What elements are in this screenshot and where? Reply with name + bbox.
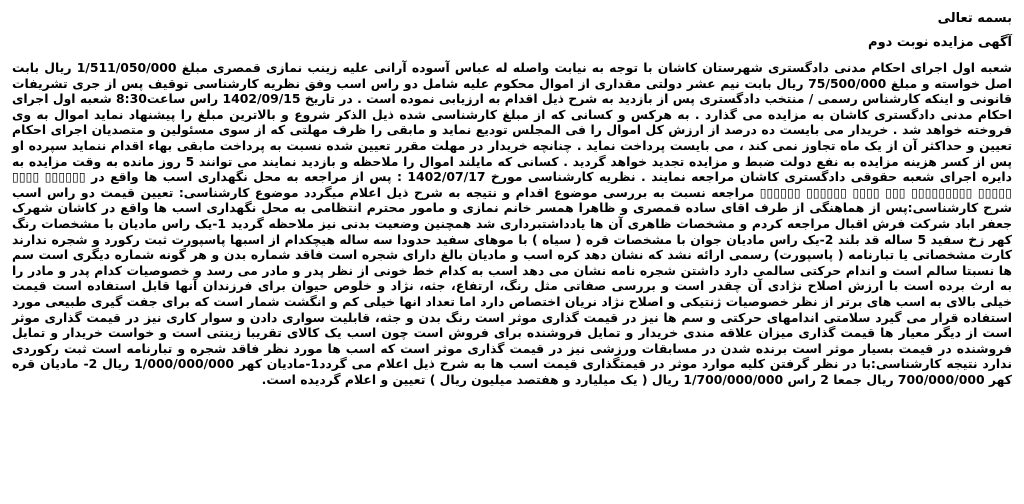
basmala-heading: بسمه تعالی xyxy=(937,11,1012,26)
notice-body-paragraph: شعبه اول اجرای احکام مدنی دادگستری شهرستان کاشان با توجه به نیابت واصله له عباس آسوده آرانی علیه زینب نمازی قمصری مبلغ 1/511/050/000 ریال بابت اصل خواسته و مبلغ 75/500/000 ریال بابت نیم عشر دولتی مقداری از اموال محکوم علیه شامل دو راس اسب وفق نظریه کارشناسی توقیف پس از جری تشریفات قانونی و اینکه کارشناس رسمی / منتخب دادگستری پس از بازدید به شرح ذیل اقدام به ارزیابی نموده است . در تاریخ 1402/09/15 راس ساعت8:30 شعبه اول اجرای احکام مدنی دادگستری کاشان به مزایده می گذارد . به هرکس و کسانی که از مبلغ کارشناسی شده ذیل الذکر شروع و بالاترین مبلغ را پیشنهاد نماید اموال به وی فروخته خواهد شد . خریدار می بایست ده درصد از ارزش کل اموال را فی المجلس تودیع نماید و مابقی را ظرف مهلتی که از سوی مسئولین و متصدیان اجرای احکام تعیین و حداکثر آن از یک ماه تجاوز نمی کند ، می بایست پرداخت نماید . چنانچه خریدار در مهلت مقرر تعیین شده نسبت به پرداخت مابقی بهاء اقدام ننماید سپرده او پس از کسر هزینه مزایده به نفع دولت ضبط و مزایده تجدید خواهد گردید . کسانی که مایلند اموال را ملاحظه و بازدید نمایند می توانند 5 روز مانده به وقت مزایده به دایره اجرای شعبه حقوقی دادگستری کاشان مراجعه نمایند . نظریه کارشناسی مورخ 1402/07/17 : پس از مراجعه به محل نگهداری اسب ها واقع در ▯▯▯▯▯▯ ▯▯▯▯ ▯▯▯▯▯ ▯▯▯▯▯▯▯▯▯ ▯▯▯ ▯▯▯▯ ▯▯▯▯▯▯ ▯▯▯▯▯▯ مراجعه نسبت به بررسی موضوع اقدام و نتیجه به شرح ذیل اعلام میگردد موضوع کارشناسی: تعیین قیمت دو راس اسب شرح کارشناسی:پس از هماهنگی از طرف اقای ساده قمصری و ظاهرا همسر خانم نمازی و مامور محترم انتظامی به محل نگهداری اسب ها واقع در کاشان شهرک جعفر اباد شرکت فرش اقبال مراجعه کردم و مشخصات ظاهری آن ها یادداشتبرداری شد همچنین وضعیت بدنی نیز ملاحظه گردید 1-یک راس مادیان با مشخصات رنگ کهر زخ سفید 5 ساله قد بلند 2-یک راس مادیان جوان با مشخصات قره ( سیاه ) با موهای سفید حدودا سه ساله هیچکدام از اسبها پاسپورت ثبت رکورد و شجره ندارند کارت مشخصاتی یا تبارنامه ( پاسپورت) رسمی ارائه نشد که نشان دهد کره اسب و مادیان بالغ دارای شجره است فاقد شماره بدن و هر گونه شماره دیگری است سم ها نسبتا سالم است و اندام حرکتی سالمی دارد داشتن شجره نامه نشان می دهد اسب به کدام خط خونی از نظر پدر و مادر می رسد و خصوصیات کدام پدر و مادر را به ارث برده است با ارزش اصلاح نژادی آن چقدر است و بررسی صفاتی مثل رنگ، ارتفاع، جثه، نژاد و خلوص حیوان برای فرزندان آنها قابل استفاده است قیمت خیلی بالای به اسب های برتر از نظر خصوصیات ژنتیکی و اصلاح نژاد نریان اختصاص دارد اما تعداد انها خیلی کم و انگشت شمار است که برای جفت گیری طبیعی مورد استفاده قرار می گیرد سلامتی اندامهای حرکتی و سم ها نیز در قیمت گذاری موثر است رنگ بدن و جثه، قابلیت سواری دادن و سوار کاری نیز در قیمت گذاری موثر است از دیگر معیار ها قیمت گذاری میزان علاقه مندی خریدار و تمایل فروشنده برای فروش است چون اسب یک کالای تقریبا زینتی است و خواست خریدار و تمایل فروشنده در قیمت بسیار موثر است برنده شدن در مسابقات ورزشی نیز در قیمت گذاری موثر است که اسب ها مورد نظر فاقد شجره و تبارنامه است ثبت رکوردی ندارد نتیجه کارشناسی:با در نظر گرفتن کلیه موارد موثر در قیمتگذاری قیمت اسب ها به شرح ذیل اعلام می گردد1-مادیان کهر 1/000/000/000 ریال 2- مادیان قره کهر 700/000/000 ریال جمعا 2 راس 1/700/000/000 ریال ( یک میلیارد و هفتصد میلیون ریال ) تعیین و اعلام گردیده است. xyxy=(12,60,1012,387)
notice-title: آگهی مزایده نوبت دوم xyxy=(868,35,1012,50)
